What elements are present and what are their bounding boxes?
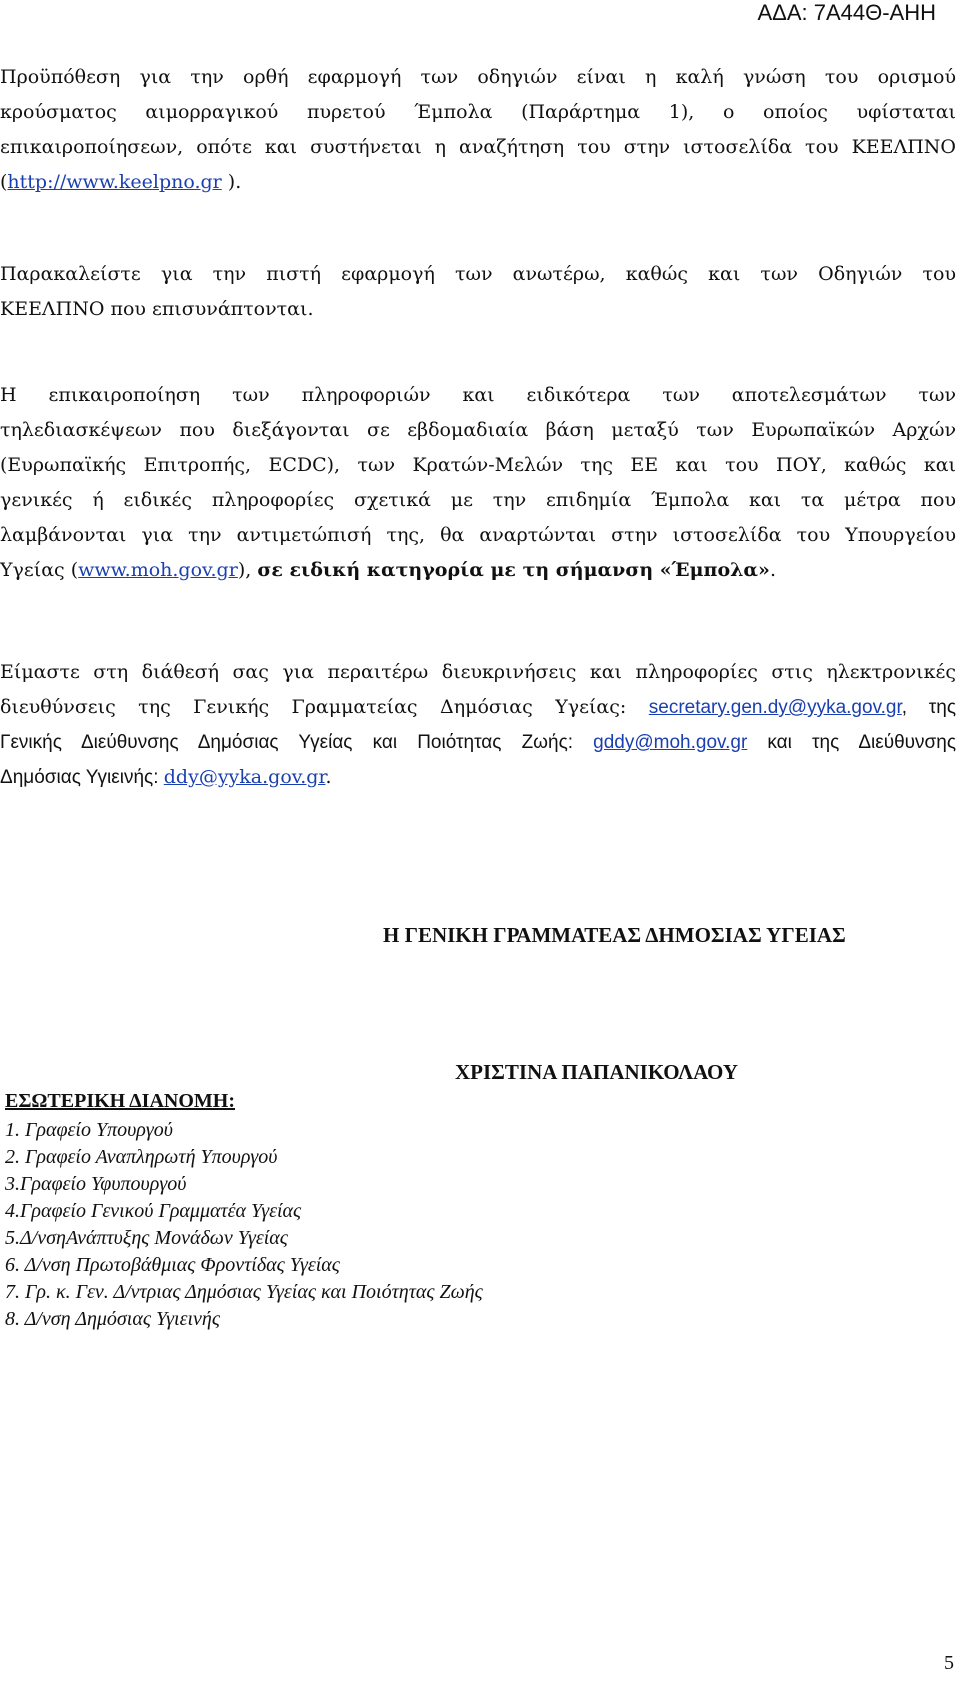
distribution-list [5,1117,483,1333]
paragraph-line: γενικές ή ειδικές πληροφορίες σχετικά με την επιδημία Έμπολα και τα μέτρα που [0,489,956,511]
paragraph-line: ΚΕΕΛΠΝΟ που επισυνάπτονται. [0,298,314,320]
paragraph-line: επικαιροποίησεων, οπότε και συστήνεται η αναζήτηση του στην ιστοσελίδα του ΚΕΕΛΠΝΟ [0,136,956,158]
list-item: 7. Γρ. κ. Γεν. Δ/ντριας Δημόσιας Υγείας και Ποιότητας Ζωής [5,1281,483,1303]
ada-code: ΑΔΑ: 7Α44Θ-ΑΗΗ [757,0,936,25]
ddy-email-link[interactable]: ddy@yyka.gov.gr [163,766,326,788]
gddy-email-link[interactable]: gddy@moh.gov.gr [593,732,748,753]
signature-title: Η ΓΕΝΙΚΗ ΓΡΑΜΜΑΤΕΑΣ ΔΗΜΟΣΙΑΣ ΥΓΕΙΑΣ [383,923,846,947]
ebola-category-note: σε ειδική κατηγορία με τη σήμανση «Έμπολα» [257,559,770,581]
paragraph-line: κρούσματος αιμορραγικού πυρετού Έμπολα (Παράρτημα 1), ο οποίος υφίσταται [0,101,956,123]
signature-name: ΧΡΙΣΤΙΝΑ ΠΑΠΑΝΙΚΟΛΑΟΥ [455,1060,739,1084]
list-item: 3.Γραφείο Υφυπουργού [5,1173,187,1195]
paragraph-line: διευθύνσεις της Γενικής Γραμματείας Δημόσιας Υγείας: secretary.gen.dy@yyka.gov.gr, της [0,696,956,718]
paragraph-request [0,257,956,327]
list-item: 4.Γραφείο Γενικού Γραμματέα Υγείας [5,1200,302,1222]
list-item: 1. Γραφείο Υπουργού [5,1119,173,1141]
list-item: 5.Δ/νσηΑνάπτυξης Μονάδων Υγείας [5,1227,288,1249]
paragraph-line: Υγείας (www.moh.gov.gr), σε ειδική κατηγορία με τη σήμανση «Έμπολα». [0,559,776,581]
paragraph-line: Προϋπόθεση για την ορθή εφαρμογή των οδηγιών είναι η καλή γνώση του ορισμού [0,66,956,88]
paragraph-line: λαμβάνονται για την αντιμετώπισή της, θα αναρτώνται στην ιστοσελίδα του Υπουργείου [0,524,956,546]
paragraph-prerequisite [0,60,956,200]
paragraph-updates [0,378,956,588]
paragraph-line: Η επικαιροποίηση των πληροφοριών και ειδικότερα των αποτελεσμάτων των [0,384,956,406]
paragraph-line: Δημόσιας Υγιεινής: ddy@yyka.gov.gr. [0,766,332,788]
moh-link[interactable]: www.moh.gov.gr [78,559,238,581]
distribution-heading: ΕΣΩΤΕΡΙΚΗ ΔΙΑΝΟΜΗ: [5,1090,235,1112]
list-item: 6. Δ/νση Πρωτοβάθμιας Φροντίδας Υγείας [5,1254,340,1276]
paragraph-line: τηλεδιασκέψεων που διεξάγονται σε εβδομαδιαία βάση μεταξύ των Ευρωπαϊκών Αρχών [0,419,956,441]
list-item: 2. Γραφείο Αναπληρωτή Υπουργού [5,1146,278,1168]
secretary-email-link[interactable]: secretary.gen.dy@yyka.gov.gr [648,697,902,718]
page-number: 5 [944,1652,954,1674]
paragraph-contacts [0,655,956,795]
paragraph-line: (http://www.keelpno.gr ). [0,171,242,193]
keelpno-link[interactable]: http://www.keelpno.gr [7,171,222,193]
paragraph-line: Είμαστε στη διάθεσή σας για περαιτέρω διευκρινήσεις και πληροφορίες στις ηλεκτρονικές [0,661,956,683]
paragraph-line: Γενικής Διεύθυνσης Δημόσιας Υγείας και Ποιότητας Ζωής: gddy@moh.gov.gr και της Διεύθυνσης [0,732,956,753]
paragraph-line: Παρακαλείστε για την πιστή εφαρμογή των ανωτέρω, καθώς και των Οδηγιών του [0,263,956,285]
list-item: 8. Δ/νση Δημόσιας Υγιεινής [5,1308,220,1330]
paragraph-line: (Ευρωπαϊκής Επιτροπής, ECDC), των Κρατών-Μελών της ΕΕ και του ΠΟΥ, καθώς και [0,454,956,476]
